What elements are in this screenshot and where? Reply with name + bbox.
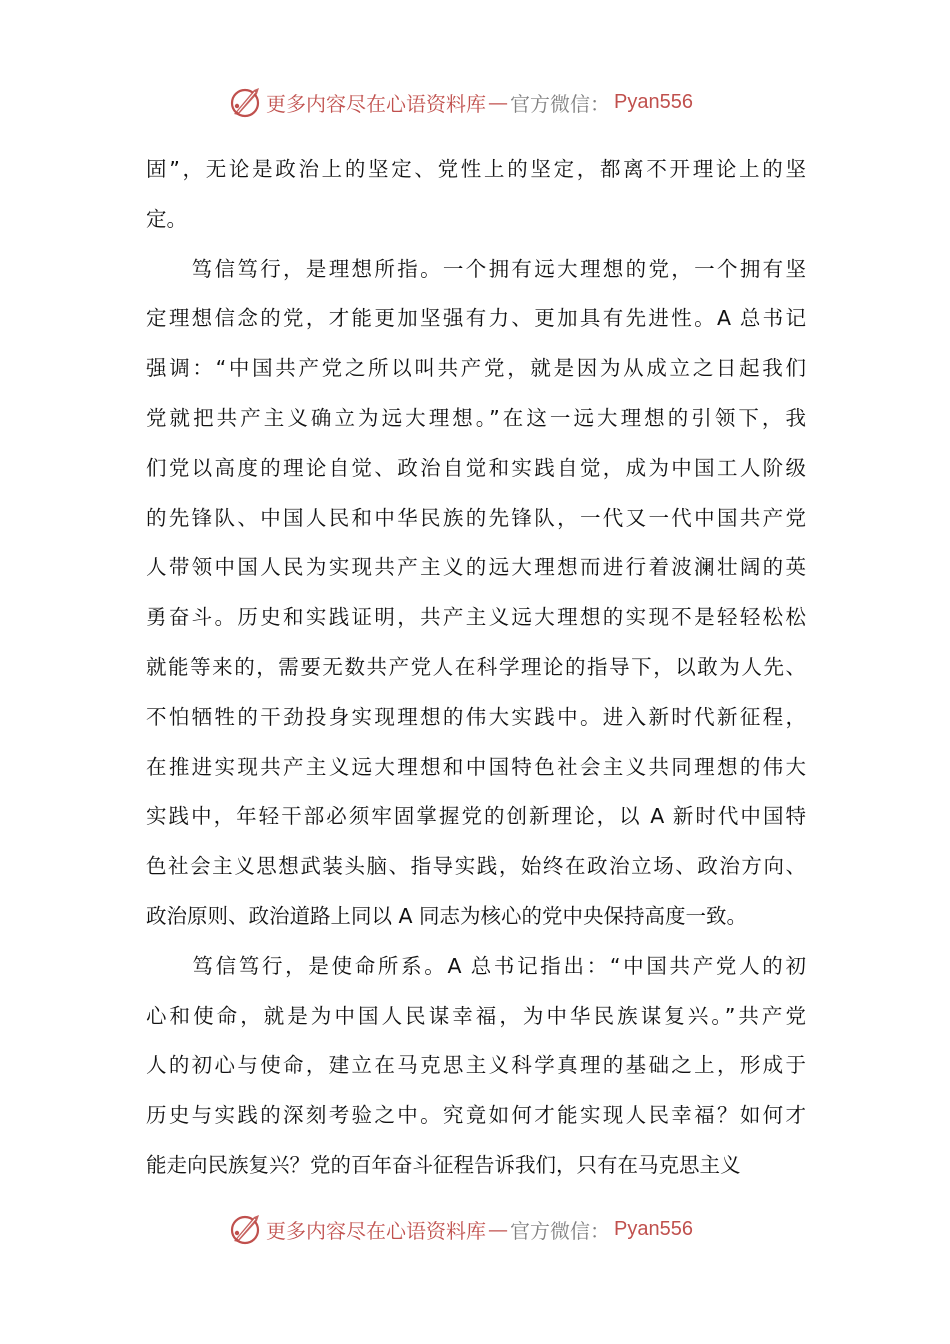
banner-lead-text: 更多内容尽在心语资料库 — [266, 91, 486, 116]
body-line: 人带领中国人民为实现共产主义的远大理想而进行着波澜壮阔的英 — [146, 555, 806, 580]
body-line: 定。 — [146, 206, 187, 231]
body-line: 党就把共产主义确立为远大理想。”在这一远大理想的引领下，我 — [146, 405, 806, 430]
body-line: 们党以高度的理论自觉、政治自觉和实践自觉，成为中国工人阶级 — [146, 455, 806, 480]
body-line: 就能等来的，需要无数共产党人在科学理论的指导下，以敢为人先、 — [146, 654, 806, 679]
banner-wechat-label: 官方微信： — [510, 91, 610, 116]
banner-separator: — — [488, 90, 508, 114]
body-line: 实践中，年轻干部必须牢固掌握党的创新理论，以 A 新时代中国特 — [146, 804, 806, 829]
body-line: 历史与实践的深刻考验之中。究竟如何才能实现人民幸福？如何才 — [146, 1103, 806, 1128]
banner-separator: — — [488, 1217, 508, 1241]
body-line: 不怕牺牲的干劲投身实现理想的伟大实践中。进入新时代新征程， — [146, 704, 806, 729]
body-line: 笃信笃行，是理想所指。一个拥有远大理想的党，一个拥有坚 — [146, 256, 806, 281]
footer-watermark-banner — [228, 1209, 748, 1249]
header-watermark-banner — [228, 82, 748, 122]
banner-lead-text: 更多内容尽在心语资料库 — [266, 1218, 486, 1243]
body-line: 固”，无论是政治上的坚定、党性上的坚定，都离不开理论上的坚 — [146, 157, 806, 181]
body-text — [146, 145, 806, 1191]
banner-wechat-id: Pyan556 — [614, 1217, 693, 1240]
body-line: 在推进实现共产主义远大理想和中国特色社会主义共同理想的伟大 — [146, 754, 806, 779]
body-line: 强调：“中国共产党之所以叫共产党，就是因为从成立之日起我们 — [146, 356, 806, 381]
body-line: 笃信笃行，是使命所系。A 总书记指出：“中国共产党人的初 — [146, 953, 806, 978]
body-line: 色社会主义思想武装头脑、指导实践，始终在政治立场、政治方向、 — [146, 854, 806, 879]
body-line: 政治原则、政治道路上同以 A 同志为核心的党中央保持高度一致。 — [146, 903, 748, 928]
body-line: 人的初心与使命，建立在马克思主义科学真理的基础之上，形成于 — [146, 1053, 806, 1078]
quill-pen-logo-icon — [228, 84, 264, 120]
banner-wechat-id: Pyan556 — [614, 90, 693, 113]
body-line: 定理想信念的党，才能更加坚强有力、更加具有先进性。A 总书记 — [146, 306, 806, 331]
banner-wechat-label: 官方微信： — [510, 1218, 610, 1243]
body-line: 心和使命，就是为中国人民谋幸福，为中华民族谋复兴。”共产党 — [146, 1003, 806, 1028]
body-line: 的先锋队、中国人民和中华民族的先锋队，一代又一代中国共产党 — [146, 505, 806, 530]
body-line: 勇奋斗。历史和实践证明，共产主义远大理想的实现不是轻轻松松 — [146, 605, 806, 630]
body-line: 能走向民族复兴？党的百年奋斗征程告诉我们，只有在马克思主义 — [146, 1152, 741, 1177]
quill-pen-logo-icon — [228, 1211, 264, 1247]
